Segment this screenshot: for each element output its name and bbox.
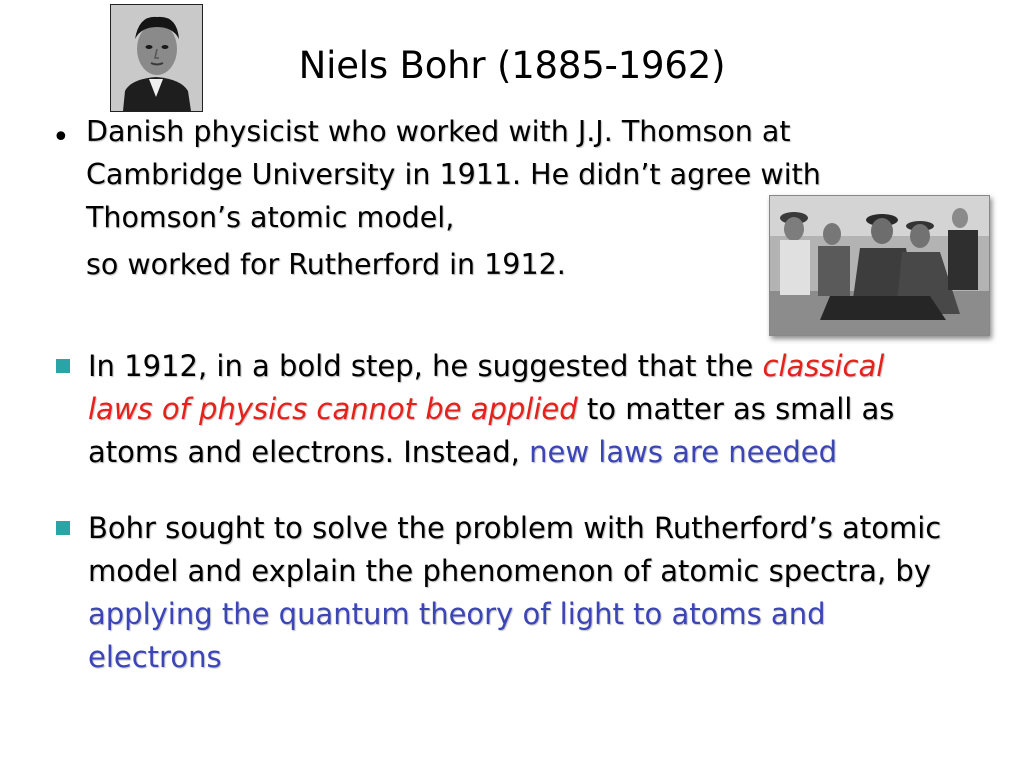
bullet-1-text: Danish physicist who worked with J.J. Thomson at Cambridge University in 1911. He didn’t agree with Thomson’s atomic model, [86,115,821,234]
bullet-2-part-2: to matter as small as atoms and electrons. Instead, [88,392,895,469]
bullet-3-highlight: applying the quantum theory of light to atoms and electrons [88,597,826,674]
square-bullet-icon [56,521,70,535]
round-bullet-icon: • [52,120,70,155]
group-photo-drawing [770,196,989,335]
bullet-2-emphasis: classical laws of physics cannot be applied [88,349,885,426]
bullet-1-continuation: so worked for Rutherford in 1912. [86,248,566,281]
bullet-3-text [88,507,948,679]
bullet-3-part-1: Bohr sought to solve the problem with Rutherford’s atomic model and explain the phenomenon of atomic spectra, by [88,511,942,588]
bullet-2-part-1: In 1912, in a bold step, he suggested that the [88,349,763,383]
square-bullet-icon [56,359,70,373]
bullet-2-highlight: new laws are needed [529,435,837,469]
group-photo [769,195,990,336]
slide-title: Niels Bohr (1885-1962) [298,44,726,87]
bullet-2-text [88,345,948,474]
